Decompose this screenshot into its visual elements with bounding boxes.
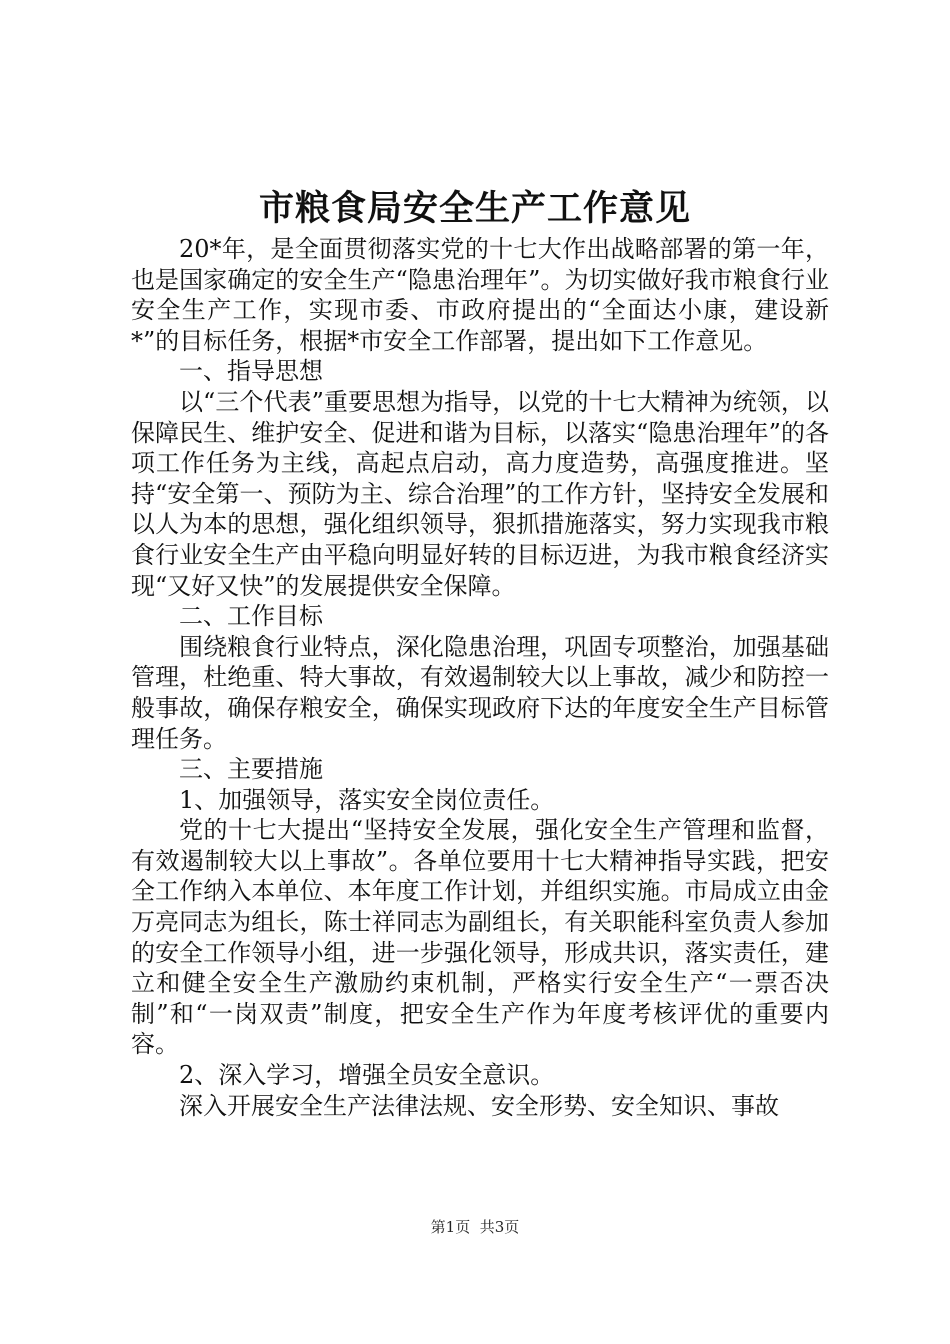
body-paragraph: 以“三个代表”重要思想为指导，以党的十七大精神为统领，以保障民生、维护安全、促进和谐为目标，以落实“隐患治理年”的各项工作任务为主线，高起点启动，高力度造势，高强度推进。坚持“安全第一、预防为主、综合治理”的工作方针，坚持安全发展和以人为本的思想，强化组织领导，狠抓措施落实，努力实现我市粮食行业安全生产由平稳向明显好转的目标迈进，为我市粮食经济实现“又好又快”的发展提供安全保障。	[131, 387, 829, 600]
intro-paragraph: 20*年，是全面贯彻落实党的十七大作出战略部署的第一年，也是国家确定的安全生产“隐患治理年”。为切实做好我市粮食行业安全生产工作，实现市委、市政府提出的“全面达小康，建设新*”的目标任务，根据*市安全工作部署，提出如下工作意见。	[131, 235, 829, 355]
section-heading-main-measures: 三、主要措施	[179, 755, 323, 784]
page-footer	[0, 1215, 950, 1239]
section-heading-guiding-ideology: 一、指导思想	[179, 357, 323, 386]
subsection-heading-learning: 2、深入学习，增强全员安全意识。	[179, 1061, 555, 1090]
body-paragraph: 党的十七大提出“坚持安全发展，强化安全生产管理和监督，有效遏制较大以上事故”。各单位要用十七大精神指导实践，把安全工作纳入本单位、本年度工作计划，并组织实施。市局成立由金万亮同志为组长，陈士祥同志为副组长，有关职能科室负责人参加的安全工作领导小组，进一步强化领导，形成共识，落实责任，建立和健全安全生产激励约束机制，严格实行安全生产“一票否决制”和“一岗双责”制度，把安全生产作为年度考核评优的重要内容。	[131, 816, 829, 1059]
body-paragraph: 围绕粮食行业特点，深化隐患治理，巩固专项整治，加强基础管理，杜绝重、特大事故，有效遏制较大以上事故，减少和防控一般事故，确保存粮安全，确保实现政府下达的年度安全生产目标管理任务。	[131, 632, 829, 753]
document-body	[131, 234, 829, 1121]
section-heading-work-goals: 二、工作目标	[179, 602, 323, 631]
document-title: 市粮食局安全生产工作意见	[258, 188, 691, 229]
page-total: 共3页	[479, 1218, 520, 1236]
body-paragraph: 深入开展安全生产法律法规、安全形势、安全知识、事故	[179, 1091, 779, 1120]
page-number: 第1页	[430, 1218, 471, 1236]
subsection-heading-leadership: 1、加强领导，落实安全岗位责任。	[179, 785, 555, 814]
